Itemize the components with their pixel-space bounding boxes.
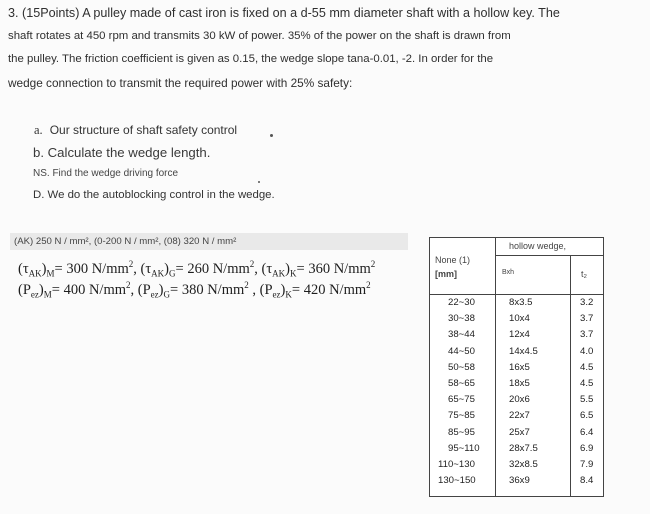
problem-line-4: wedge connection to transmit the required power with 25% safety: — [8, 76, 353, 90]
question-note: NS. Find the wedge driving force — [33, 168, 179, 179]
problem-line-2: shaft rotates at 450 rpm and transmits 30 kW of power. 35% of the power on the shaft is drawn from — [8, 30, 511, 42]
row-range: 58~65 — [448, 378, 475, 389]
col-header-unit: [mm] — [435, 269, 457, 279]
row-t2: 6.5 — [580, 410, 594, 422]
row-bxh: 8x3.5 — [509, 297, 533, 308]
stress-ak-line: (AK) 250 N / mm², (0-200 N / mm², (08) 320 N / mm² — [14, 236, 237, 247]
group-header-hollow-wedge: hollow wedge, — [509, 241, 567, 251]
row-bxh: 22x7 — [509, 410, 530, 422]
row-range: 38~44 — [448, 329, 475, 341]
row-range: 30~38 — [448, 313, 475, 325]
row-t2: 5.5 — [580, 394, 594, 406]
row-range: 110~130 — [438, 459, 475, 470]
row-range: 85~95 — [448, 426, 475, 438]
col-header-t2: t₂ — [581, 269, 587, 279]
tau-formula-line: $(\tau_{AK})_M= 300$ $N/mm^2$, $(\tau_{AK})_G= 260$ $N/mm^2$, $(\tau_{AK})_K= 360$ $N/mm^2$ — [18, 259, 376, 279]
row-t2: 6.9 — [580, 442, 594, 454]
question-b: b. Calculate the wedge length. — [33, 145, 211, 160]
problem-line-3: the pulley. The friction coefficient is given as 0.15, the wedge slope tana-0.01, -2. In order for the — [8, 53, 494, 65]
problem-line-1: 3. (15Points) A pulley made of cast iron is fixed on a d-55 mm diameter shaft with a hollow key. The — [8, 6, 560, 20]
question-d: D. We do the autoblocking control in the wedge. — [33, 189, 275, 201]
row-bxh: 18x5 — [509, 378, 530, 389]
mark-dot — [258, 181, 260, 183]
table-divider — [495, 238, 496, 496]
mark-dot — [270, 134, 273, 137]
row-t2: 6.4 — [580, 426, 594, 438]
pressure-formula-line: $(P_{ez})_M= 400$ $N/mm^2$, $(P_{ez})_G= 380$ $N/mm^2$ , $(P_{ez})_K= 420$ $N/mm^2$ — [18, 280, 371, 300]
row-bxh: 20x6 — [509, 394, 530, 406]
table-divider — [430, 294, 603, 295]
col-header-nominal: None (1) — [435, 255, 471, 265]
table-divider — [570, 255, 571, 496]
row-range: 50~58 — [448, 361, 475, 373]
row-t2: 4.0 — [580, 345, 594, 357]
row-range: 95~110 — [448, 442, 480, 454]
row-bxh: 10x4 — [509, 313, 530, 325]
col-header-bxh: Bxh — [502, 269, 515, 276]
row-range: 22~30 — [448, 297, 475, 308]
question-a-label: a. — [34, 123, 43, 137]
row-t2: 3.7 — [580, 329, 594, 341]
row-t2: 8.4 — [580, 475, 594, 487]
row-range: 130~150 — [438, 475, 476, 487]
row-bxh: 28x7.5 — [509, 442, 538, 454]
row-t2: 4.5 — [580, 361, 594, 373]
hollow-key-table — [429, 237, 604, 497]
row-bxh: 25x7 — [509, 426, 530, 438]
row-t2: 3.2 — [580, 297, 594, 308]
row-t2: 3.7 — [580, 313, 594, 325]
row-bxh: 36x9 — [509, 475, 530, 487]
question-a-text: Our structure of shaft safety control — [49, 123, 238, 137]
row-bxh: 12x4 — [509, 329, 530, 341]
row-range: 75~85 — [448, 410, 475, 422]
row-range: 44~50 — [448, 345, 475, 357]
row-t2: 7.9 — [580, 459, 594, 470]
question-a — [34, 123, 237, 138]
row-bxh: 14x4.5 — [509, 345, 538, 357]
table-divider — [495, 255, 603, 256]
row-range: 65~75 — [448, 394, 475, 406]
row-bxh: 16x5 — [509, 361, 530, 373]
row-bxh: 32x8.5 — [509, 459, 538, 470]
row-t2: 4.5 — [580, 378, 594, 389]
